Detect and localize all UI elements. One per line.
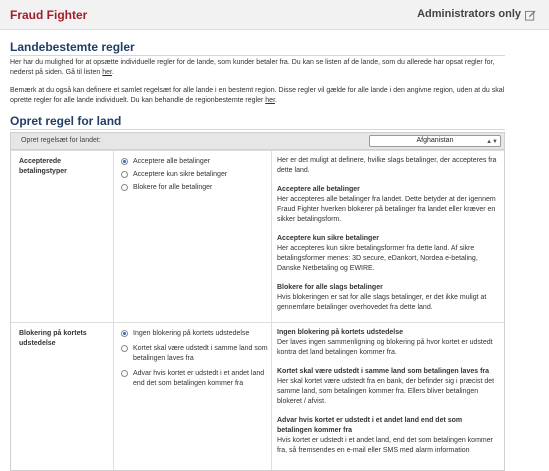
rule-table — [10, 132, 505, 471]
intro-text-end: . — [111, 69, 114, 76]
card-issuance-row — [11, 322, 505, 471]
country-select-value: Afghanistan — [416, 137, 454, 144]
radio-warn-other-country[interactable] — [121, 370, 128, 377]
description-text: Der laves ingen sammenligning og blokering på hvor kortet er udstedt kontra det land betalingen kommer fra. — [277, 339, 493, 356]
region-text: Bemærk at du også kan definere et samlet regelsæt for alle lande i en bestemt region. Disse regler vil gælde for alle lande i den angivne region, uden at du skal oprette regler for alle lande individuelt. Du kan behandle de regionbestemte regler — [10, 87, 505, 104]
region-text-end: . — [275, 97, 277, 104]
description-block — [277, 283, 499, 313]
go-to-list-link[interactable]: her — [102, 69, 112, 76]
radio-accept-secure[interactable] — [121, 171, 128, 178]
description-heading: Kortet skal være udstedt i samme land som betalingen laves fra — [277, 368, 490, 375]
description-block — [277, 367, 499, 407]
description-block — [277, 185, 499, 225]
description-heading: Blokere for alle slags betalinger — [277, 284, 383, 291]
payment-types-row — [11, 150, 505, 322]
description-heading: Ingen blokering på kortets udstedelse — [277, 329, 404, 336]
country-select-label: Opret regelsæt for landet: — [21, 137, 101, 144]
region-rules-link[interactable]: her — [265, 97, 276, 104]
description-text: Her accepteres kun sikre betalingsformer fra dette land. Af sikre betalingsformer menes: 3D secure, eDankort, Nordea e-betaling, Danske Netbetaling og EWIRE. — [277, 245, 478, 272]
radio-no-blocking[interactable] — [121, 330, 128, 337]
option-label: Ingen blokering på kortets udstedelse — [133, 330, 250, 337]
intro-text: Her har du mulighed for at opsætte individuelle regler for de lande, som kunder betaler fra. Du kan se listen af de lande, som du allerede har opsat regler for, nederst på siden. Gå til listen — [10, 59, 495, 76]
description-heading: Acceptere alle betalinger — [277, 186, 360, 193]
region-rules-note — [10, 86, 505, 106]
app-title: Fraud Fighter — [10, 8, 88, 22]
column-divider — [113, 151, 114, 323]
payment-types-label: Accepterede betalingstyper — [19, 158, 67, 175]
description-block — [277, 416, 499, 456]
description-heading: Advar hvis kortet er udstedt i et andet land end det som betalingen kommer fra — [277, 417, 463, 434]
option-label: Acceptere alle betalinger — [133, 158, 211, 165]
column-divider — [113, 323, 114, 471]
option-label: Advar hvis kortet er udstedt i et andet land end det som betalingen kommer fra — [133, 370, 265, 387]
edit-icon[interactable] — [525, 10, 536, 21]
section-divider — [10, 55, 505, 56]
description-text: Her accepteres alle betalinger fra landet. Dette betyder at der igennem Fraud Fighter hverken blokerer på betalinger fra landet eller kræver en sikker betalingsform. — [277, 196, 496, 223]
description-block — [277, 328, 499, 358]
option-label: Acceptere kun sikre betalinger — [133, 171, 228, 178]
radio-same-country[interactable] — [121, 345, 128, 352]
radio-accept-all[interactable] — [121, 158, 128, 165]
description-intro: Her er det muligt at definere, hvilke slags betalinger, der accepteres fra dette land. — [277, 157, 497, 174]
option-warn-other-country[interactable] — [121, 369, 271, 389]
app-header — [0, 0, 549, 30]
description-text: Hvis kortet er udstedt i et andet land, end det som betalingen kommer fra, så fremsendes en e-mail eller SMS med alarm information — [277, 437, 493, 454]
description-text: Her skal kortet være udstedt fra en bank, der befinder sig i præcist det samme land, som betalingen kommer fra. Ellers bliver betalingen blokeret / afvist. — [277, 378, 495, 405]
section-divider — [10, 129, 505, 130]
radio-block-all[interactable] — [121, 184, 128, 191]
option-accept-secure[interactable] — [121, 170, 271, 180]
description-text: Hvis blokeringen er sat for alle slags betalinger, er det ikke muligt at gennemføre betalinger overhovedet fra dette land. — [277, 294, 487, 311]
administrators-only-label: Administrators only — [417, 8, 521, 20]
option-block-all[interactable] — [121, 183, 271, 193]
column-divider — [271, 323, 272, 471]
option-label: Kortet skal være udstedt i samme land som betalingen laves fra — [133, 345, 268, 362]
option-no-blocking[interactable] — [121, 329, 271, 339]
column-divider — [271, 151, 272, 323]
option-same-country[interactable] — [121, 344, 271, 364]
payment-types-description — [277, 156, 499, 322]
option-accept-all[interactable] — [121, 157, 271, 167]
country-rules-intro — [10, 58, 505, 78]
description-block — [277, 234, 499, 274]
country-rules-title: Landebestemte regler — [10, 40, 135, 54]
description-heading: Acceptere kun sikre betalinger — [277, 235, 379, 242]
card-issuance-description — [277, 328, 499, 465]
country-selector-bar — [11, 133, 505, 150]
create-rule-title: Opret regel for land — [10, 114, 122, 128]
country-select[interactable] — [369, 135, 501, 147]
card-issuance-label: Blokering på kortets udstedelse — [19, 330, 87, 347]
option-label: Blokere for alle betalinger — [133, 184, 213, 191]
chevron-updown-icon: ▲▼ — [486, 139, 498, 145]
